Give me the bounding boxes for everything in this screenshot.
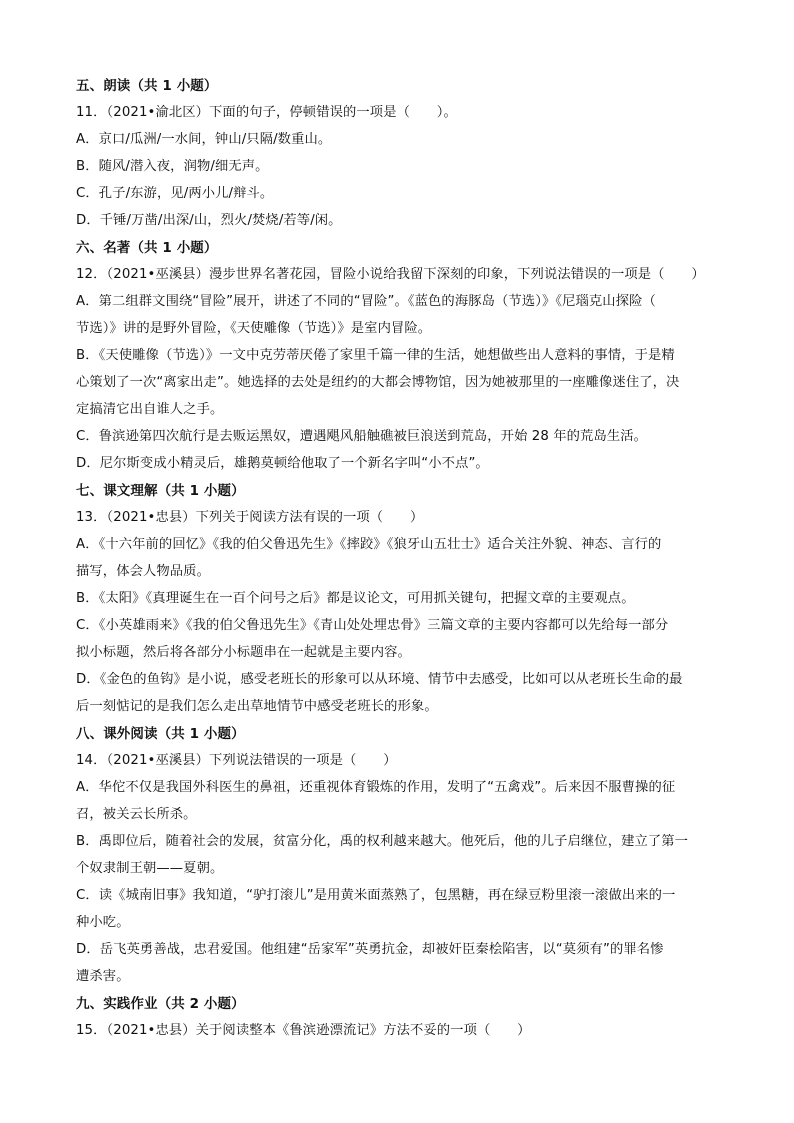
section-heading-text-understanding: 七、课文理解（共 1 小题） [76,483,245,499]
option-line: 节选）》讲的是野外冒险，《天使雕像（节选）》是室内冒险。 [76,321,432,336]
option-line: C．鲁滨逊第四次航行是去贩运黑奴，遭遇飓风船触礁被巨浪送到荒岛，开始 28 年的荒岛生活。 [76,429,648,444]
option-line: B．《太阳》《真理诞生在一百个问号之后》都是议论文，可用抓关键句，把握文章的主要观点。 [76,591,635,606]
option-line: 召，被关云长所杀。 [76,807,197,822]
question-15-stem: 15．（2021•忠县）关于阅读整本《鲁滨逊漂流记》方法不妥的一项（ ） [76,1023,531,1038]
option-line: A．京口/瓜洲/一水间，钟山/只隔/数重山。 [76,132,332,147]
option-line: D．《金色的鱼钩》是小说，感受老班长的形象可以从环境、情节中去感受，比如可以从老班长生命的最 [76,672,683,687]
option-line: 遭杀害。 [76,969,130,984]
option-line: 个奴隶制王朝——夏朝。 [76,861,224,876]
option-line: D．千锤/万凿/出深/山，烈火/焚烧/若等/闲。 [76,213,342,228]
option-line: B．禹即位后，随着社会的发展，贫富分化，禹的权利越来越大。他死后，他的儿子启继位，建立了第一 [76,834,689,849]
option-line: D．尼尔斯变成小精灵后，雄鹅莫顿给他取了一个新名字叫“小不点”。 [76,456,489,471]
question-11-stem: 11．（2021•渝北区）下面的句子，停顿错误的一项是（ ）。 [76,105,457,120]
option-line: B．《天使雕像（节选）》一文中克劳蒂厌倦了家里千篇一律的生活，她想做些出人意料的事情，于是精 [76,348,675,363]
question-14-stem: 14．（2021•巫溪县）下列说法错误的一项是（ ） [76,753,397,768]
section-heading-reading-aloud: 五、朗读（共 1 小题） [76,78,218,94]
option-line: 种小吃。 [76,915,130,930]
question-13-stem: 13．（2021•忠县）下列关于阅读方法有误的一项（ ） [76,510,424,525]
option-line: A．华佗不仅是我国外科医生的鼻祖，还重视体育锻炼的作用，发明了“五禽戏”。后来因不服曹操的征 [76,780,676,795]
option-line: A．第二组群文围绕“冒险”展开，讲述了不同的“冒险”。《蓝色的海豚岛（节选）》《尼瑙克山探险（ [76,294,656,309]
option-line: 描写，体会人物品质。 [76,564,210,579]
section-heading-practice: 九、实践作业（共 2 小题） [76,996,245,1012]
option-line: 后一刻惦记的是我们怎么走出草地情节中感受老班长的形象。 [76,699,438,714]
option-line: C．孔子/东游，见/两小儿/辩斗。 [76,186,274,201]
section-heading-extracurricular: 八、课外阅读（共 1 小题） [76,726,245,742]
option-line: C．《小英雄雨来》《我的伯父鲁迅先生》《青山处处埋忠骨》三篇文章的主要内容都可以先给每一部分 [76,618,669,633]
option-line: B．随风/潜入夜，润物/细无声。 [76,159,269,174]
option-line: 拟小标题，然后将各部分小标题串在一起就是主要内容。 [76,645,411,660]
section-heading-classics: 六、名著（共 1 小题） [76,240,218,256]
option-line: 定搞清它出自谁人之手。 [76,402,224,417]
option-line: C．读《城南旧事》我知道，“驴打滚儿”是用黄米面蒸熟了，包黑糖，再在绿豆粉里滚一滚做出来的一 [76,888,676,903]
option-line: 心策划了一次“离家出走”。她选择的去处是纽约的大都会博物馆，因为她被那里的一座雕像迷住了，决 [76,375,680,390]
option-line: A．《十六年前的回忆》《我的伯父鲁迅先生》《摔跤》《狼牙山五壮士》适合关注外貌、神态、言行的 [76,537,662,552]
question-12-stem: 12．（2021•巫溪县）漫步世界名著花园，冒险小说给我留下深刻的印象，下列说法错误的一项是（ ） [76,267,705,282]
option-line: D．岳飞英勇善战，忠君爱国。他组建“岳家军”英勇抗金，却被奸臣秦桧陷害，以“莫须有”的罪名惨 [76,942,664,957]
